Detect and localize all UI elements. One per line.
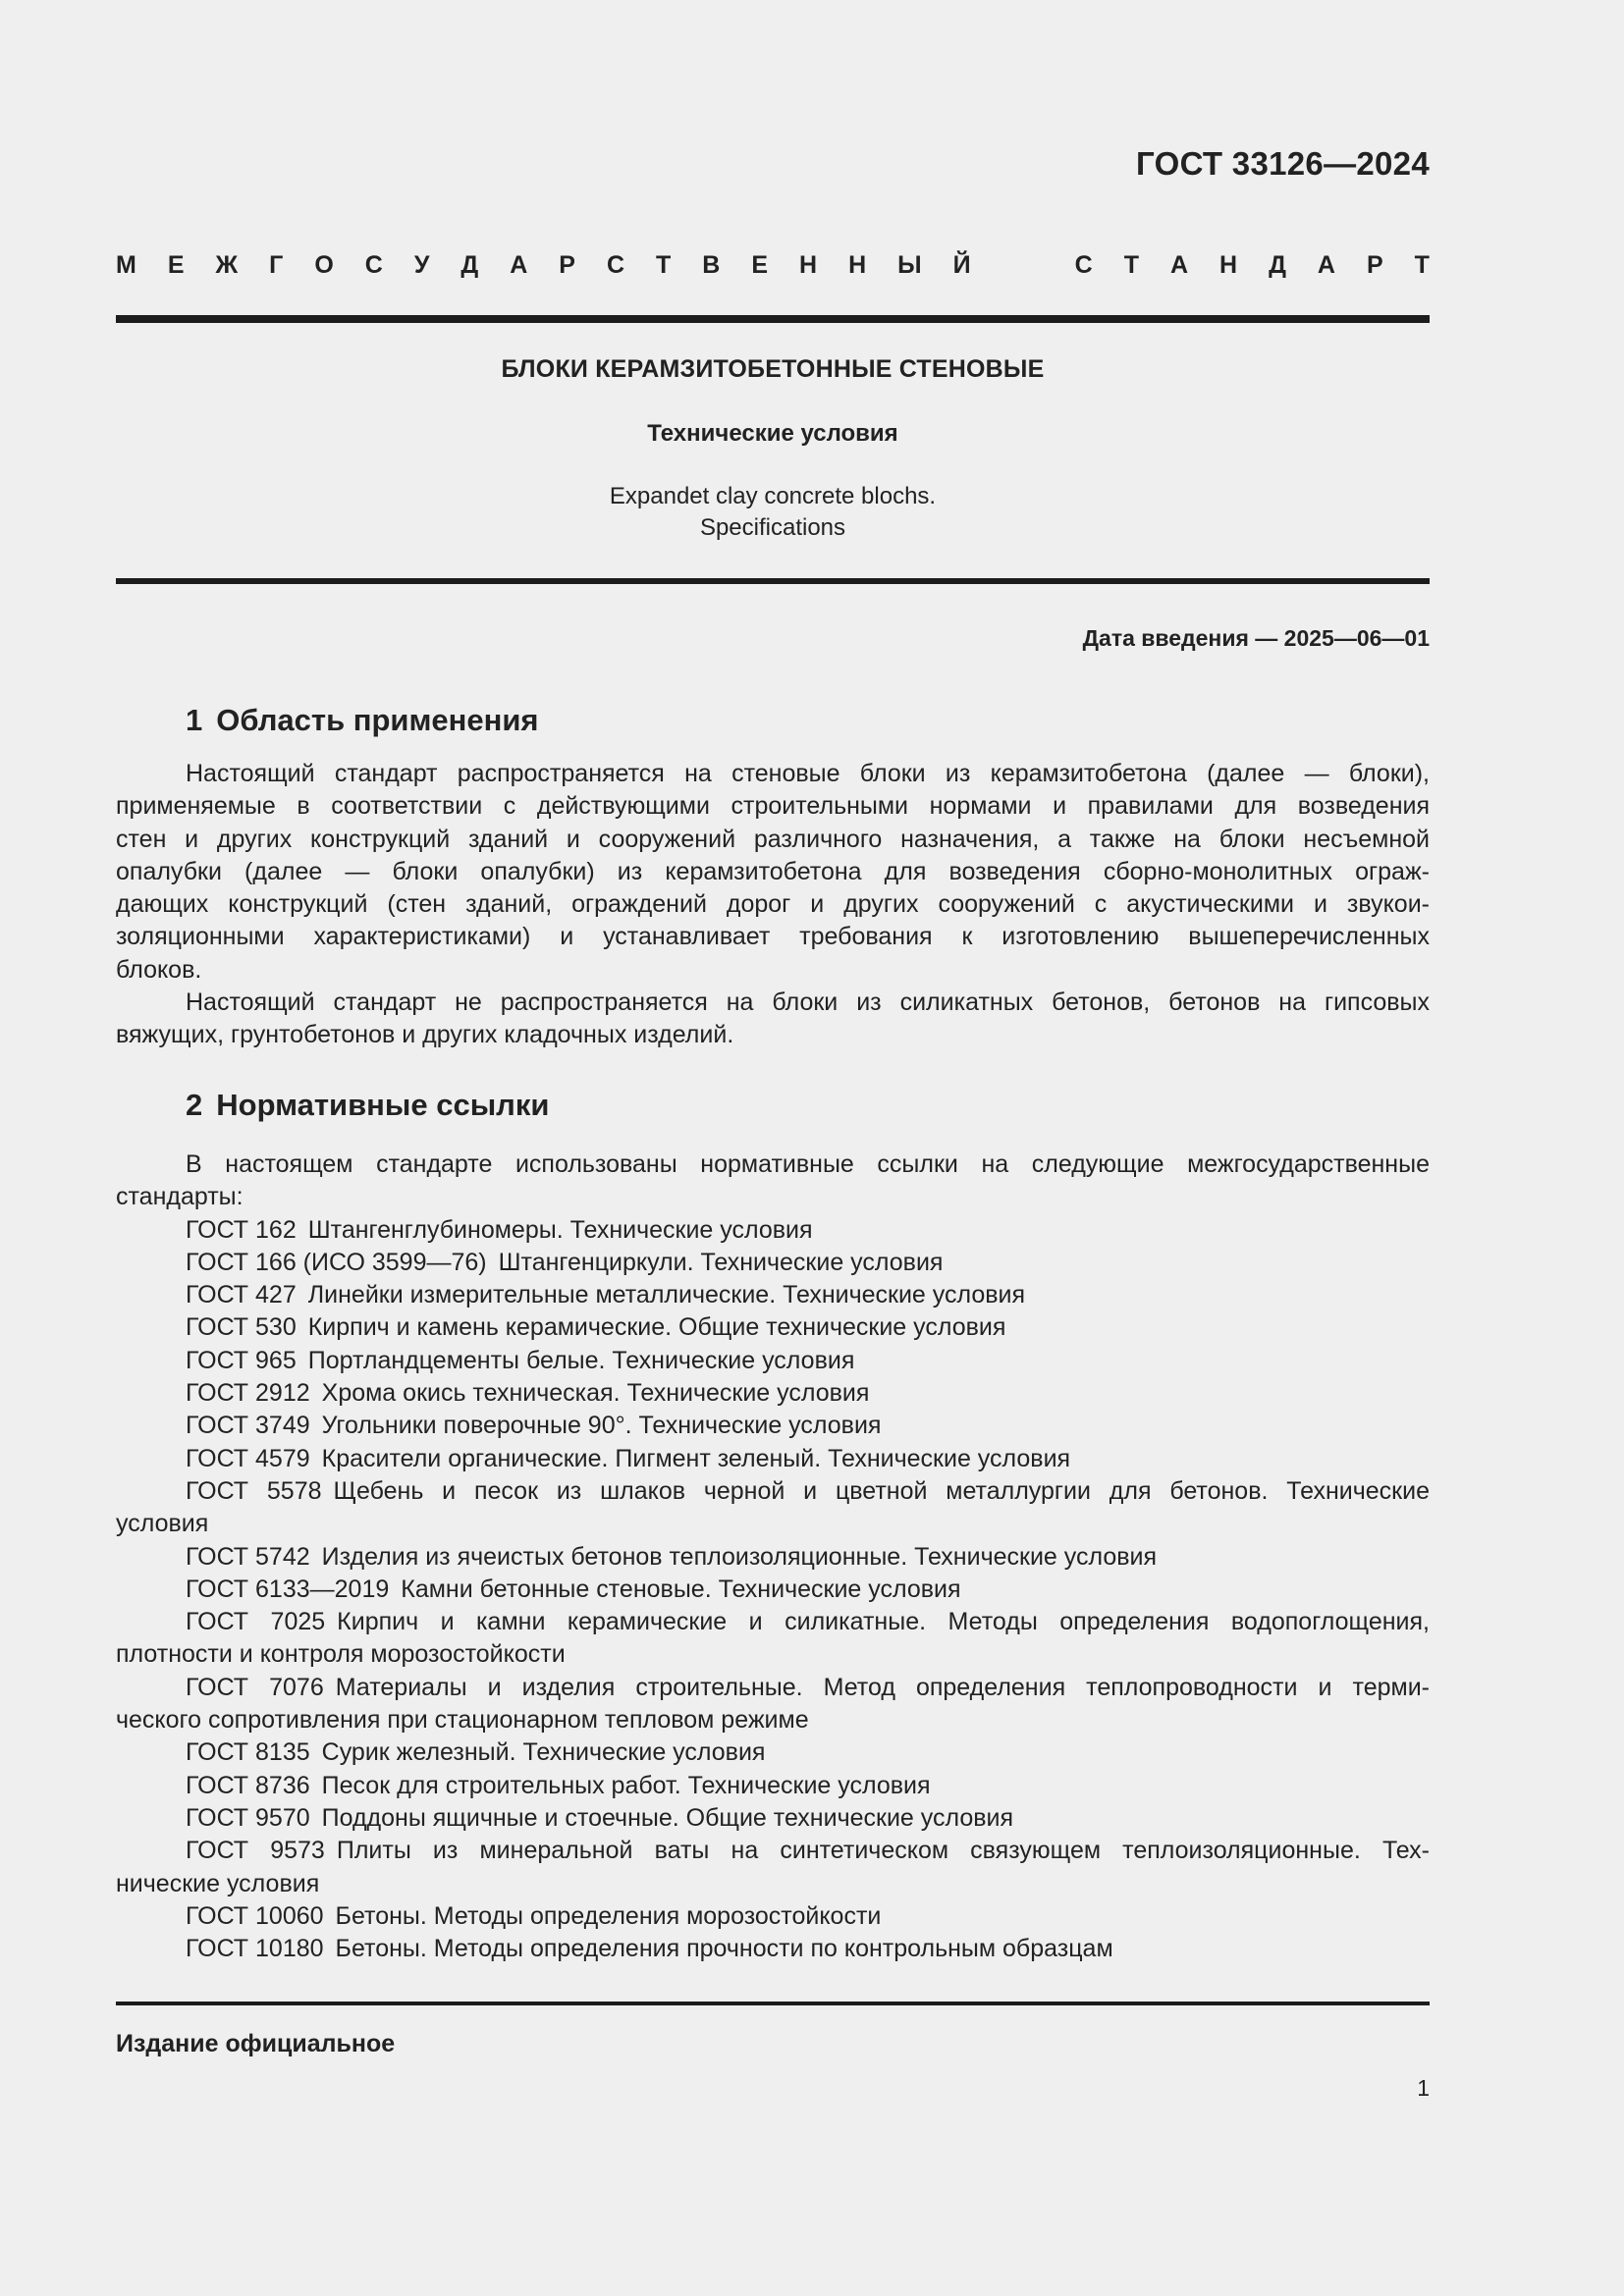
reference-title: Поддоны ящичные и стоечные. Общие технические условия (321, 1803, 1014, 1832)
top-divider (116, 315, 1430, 323)
reference-code: ГОСТ 9570 (186, 1803, 310, 1832)
reference-code: ГОСТ 7076 (186, 1673, 324, 1701)
reference-item (116, 1835, 1430, 1867)
reference-item (116, 1606, 1430, 1638)
section2-title: Нормативные ссылки (216, 1088, 550, 1122)
reference-title: Кирпич и камни керамические и силикатные. Методы определения водопоглощения, (337, 1608, 1430, 1636)
reference-item (116, 1443, 1430, 1475)
section1-line: применяемые в соответствии с действующими строительными нормами и правилами для возведения (116, 792, 1430, 821)
standard-type-letter: Ы (897, 251, 922, 279)
reference-code: ГОСТ 965 (186, 1346, 297, 1374)
standard-type-letter: У (413, 251, 430, 279)
reference-continuation: условия (116, 1510, 209, 1538)
reference-title: Кирпич и камень керамические. Общие технические условия (307, 1313, 1006, 1342)
standard-type-letter: Н (848, 251, 867, 279)
reference-code: ГОСТ 6133—2019 (186, 1575, 390, 1603)
document-subtitle: Технические условия (647, 420, 898, 447)
reference-item (116, 1770, 1430, 1802)
reference-title: Бетоны. Методы определения морозостойкости (335, 1901, 882, 1930)
standard-type-letter: Е (751, 251, 769, 279)
reference-title: Штангенциркули. Технические условия (498, 1248, 944, 1276)
edition-label: Издание официальное (116, 2030, 396, 2057)
reference-code: ГОСТ 166 (ИСО 3599—76) (186, 1248, 487, 1276)
standard-type-letter: Т (656, 251, 672, 279)
section1-line: золяционными характеристиками) и устанавливает требования к изготовлению вышеперечисленных (116, 923, 1430, 951)
english-title-line2: Specifications (699, 514, 846, 541)
reference-title: Песок для строительных работ. Технические условия (321, 1771, 931, 1799)
reference-title: Штангенглубиномеры. Технические условия (307, 1215, 813, 1244)
reference-code: ГОСТ 10060 (186, 1901, 324, 1930)
section2-number: 2 (186, 1088, 203, 1122)
reference-title: Красители органические. Пигмент зеленый. Технические условия (321, 1444, 1071, 1472)
reference-item (116, 1377, 1430, 1410)
reference-code: ГОСТ 162 (186, 1215, 297, 1244)
reference-title: Бетоны. Методы определения прочности по контрольным образцам (335, 1935, 1113, 1963)
reference-code: ГОСТ 2912 (186, 1379, 310, 1408)
reference-code: ГОСТ 7025 (186, 1608, 326, 1636)
reference-list (116, 1214, 1430, 1966)
page-number: 1 (1417, 2075, 1430, 2101)
reference-item (116, 1736, 1430, 1769)
reference-title: Хрома окись техническая. Технические условия (321, 1379, 870, 1408)
document-code: ГОСТ 33126—2024 (1136, 145, 1430, 182)
standard-type-letter: Т (1414, 251, 1430, 279)
reference-code: ГОСТ 3749 (186, 1412, 310, 1440)
reference-code: ГОСТ 5742 (186, 1542, 310, 1571)
reference-title: Угольники поверочные 90°. Технические условия (321, 1412, 882, 1440)
reference-title: Материалы и изделия строительные. Метод определения теплопроводности и терми- (335, 1673, 1430, 1701)
section1-line: Настоящий стандарт не распространяется на блоки из силикатных бетонов, бетонов на гипсовых (186, 988, 1430, 1017)
reference-continuation: ческого сопротивления при стационарном тепловом режиме (116, 1706, 809, 1735)
effective-date: Дата введения — 2025—06—01 (1082, 625, 1430, 651)
english-title-line1: Expandet clay concrete blochs. (609, 483, 937, 509)
section2-intro-line: В настоящем стандарте использованы нормативные ссылки на следующие межгосударственные (186, 1150, 1430, 1178)
standard-type-letter: Р (559, 251, 575, 279)
reference-continuation: плотности и контроля морозостойкости (116, 1640, 566, 1669)
reference-code: ГОСТ 8736 (186, 1771, 310, 1799)
document-title: БЛОКИ КЕРАМЗИТОБЕТОННЫЕ СТЕНОВЫЕ (501, 355, 1045, 383)
standard-type-letter: Е (167, 251, 185, 279)
section1-title: Область применения (216, 703, 539, 737)
standard-type-letter: С (1074, 251, 1093, 279)
standard-type-letter: С (606, 251, 625, 279)
standard-type-letter: А (1317, 251, 1335, 279)
section2-heading (186, 1088, 549, 1123)
standard-type-letter: Ж (215, 251, 239, 279)
standard-type-letter: О (314, 251, 334, 279)
title-divider (116, 578, 1430, 584)
reference-item (116, 1279, 1430, 1311)
reference-item (116, 1475, 1430, 1508)
reference-title: Сурик железный. Технические условия (321, 1738, 766, 1767)
reference-code: ГОСТ 427 (186, 1281, 297, 1309)
reference-title: Щебень и песок из шлаков черной и цветной металлургии для бетонов. Технические (333, 1476, 1430, 1505)
reference-title: Изделия из ячеистых бетонов теплоизоляционные. Технические условия (321, 1542, 1158, 1571)
reference-item (116, 1672, 1430, 1704)
section1-line: вяжущих, грунтобетонов и других кладочных изделий. (116, 1021, 734, 1049)
standard-type-letter: Р (1366, 251, 1383, 279)
reference-code: ГОСТ 10180 (186, 1935, 324, 1963)
reference-code: ГОСТ 530 (186, 1313, 297, 1342)
standard-type-banner (116, 251, 1430, 280)
reference-code: ГОСТ 5578 (186, 1476, 322, 1505)
reference-item (116, 1311, 1430, 1344)
reference-code: ГОСТ 8135 (186, 1738, 310, 1767)
standard-type-letter: М (116, 251, 136, 279)
standard-type-letter: Й (952, 251, 971, 279)
reference-item (116, 1933, 1430, 1965)
section1-line: блоков. (116, 955, 202, 984)
reference-title: Линейки измерительные металлические. Технические условия (307, 1281, 1026, 1309)
reference-item (116, 1247, 1430, 1279)
reference-item (116, 1802, 1430, 1835)
reference-code: ГОСТ 9573 (186, 1837, 325, 1865)
standard-type-letter: Д (460, 251, 479, 279)
standard-type-letter: Т (1123, 251, 1139, 279)
section2-body (116, 1148, 1430, 1965)
section2-intro-line: стандарты: (116, 1183, 244, 1211)
reference-item (116, 1345, 1430, 1377)
standard-type-letter: А (1169, 251, 1189, 279)
section1-line: стен и других конструкций зданий и сооружений различного назначения, а также на блоки несъемной (116, 825, 1430, 853)
reference-title: Плиты из минеральной ваты на синтетическом связующем теплоизоляционные. Тех- (336, 1837, 1430, 1865)
standard-type-letter: А (510, 251, 528, 279)
standard-type-letter: Н (1219, 251, 1238, 279)
reference-continuation: нические условия (116, 1869, 320, 1897)
reference-item (116, 1574, 1430, 1606)
standard-type-letter: Н (799, 251, 818, 279)
section1-body (116, 758, 1430, 1052)
reference-item (116, 1214, 1430, 1247)
reference-title: Портландцементы белые. Технические условия (307, 1346, 855, 1374)
section1-heading (186, 703, 539, 738)
footer-divider (116, 2002, 1430, 2005)
reference-item (116, 1900, 1430, 1933)
reference-item (116, 1410, 1430, 1442)
reference-item (116, 1541, 1430, 1574)
standard-type-letter: С (364, 251, 383, 279)
section1-line: опалубки (далее — блоки опалубки) из керамзитобетона для возведения сборно-монолитных ограж- (116, 857, 1430, 885)
section1-number: 1 (186, 703, 203, 737)
reference-code: ГОСТ 4579 (186, 1444, 310, 1472)
reference-title: Камни бетонные стеновые. Технические условия (401, 1575, 961, 1603)
section1-line: Настоящий стандарт распространяется на стеновые блоки из керамзитобетона (далее — блоки), (186, 760, 1430, 787)
standard-type-letter: Г (269, 251, 284, 279)
standard-type-gap (1002, 251, 1044, 280)
english-title (116, 481, 1430, 544)
standard-type-letter: В (702, 251, 721, 279)
standard-type-letter: Д (1269, 251, 1286, 279)
section1-line: дающих конструкций (стен зданий, ограждений дорог и других сооружений с акустическими и звукои- (116, 890, 1430, 919)
